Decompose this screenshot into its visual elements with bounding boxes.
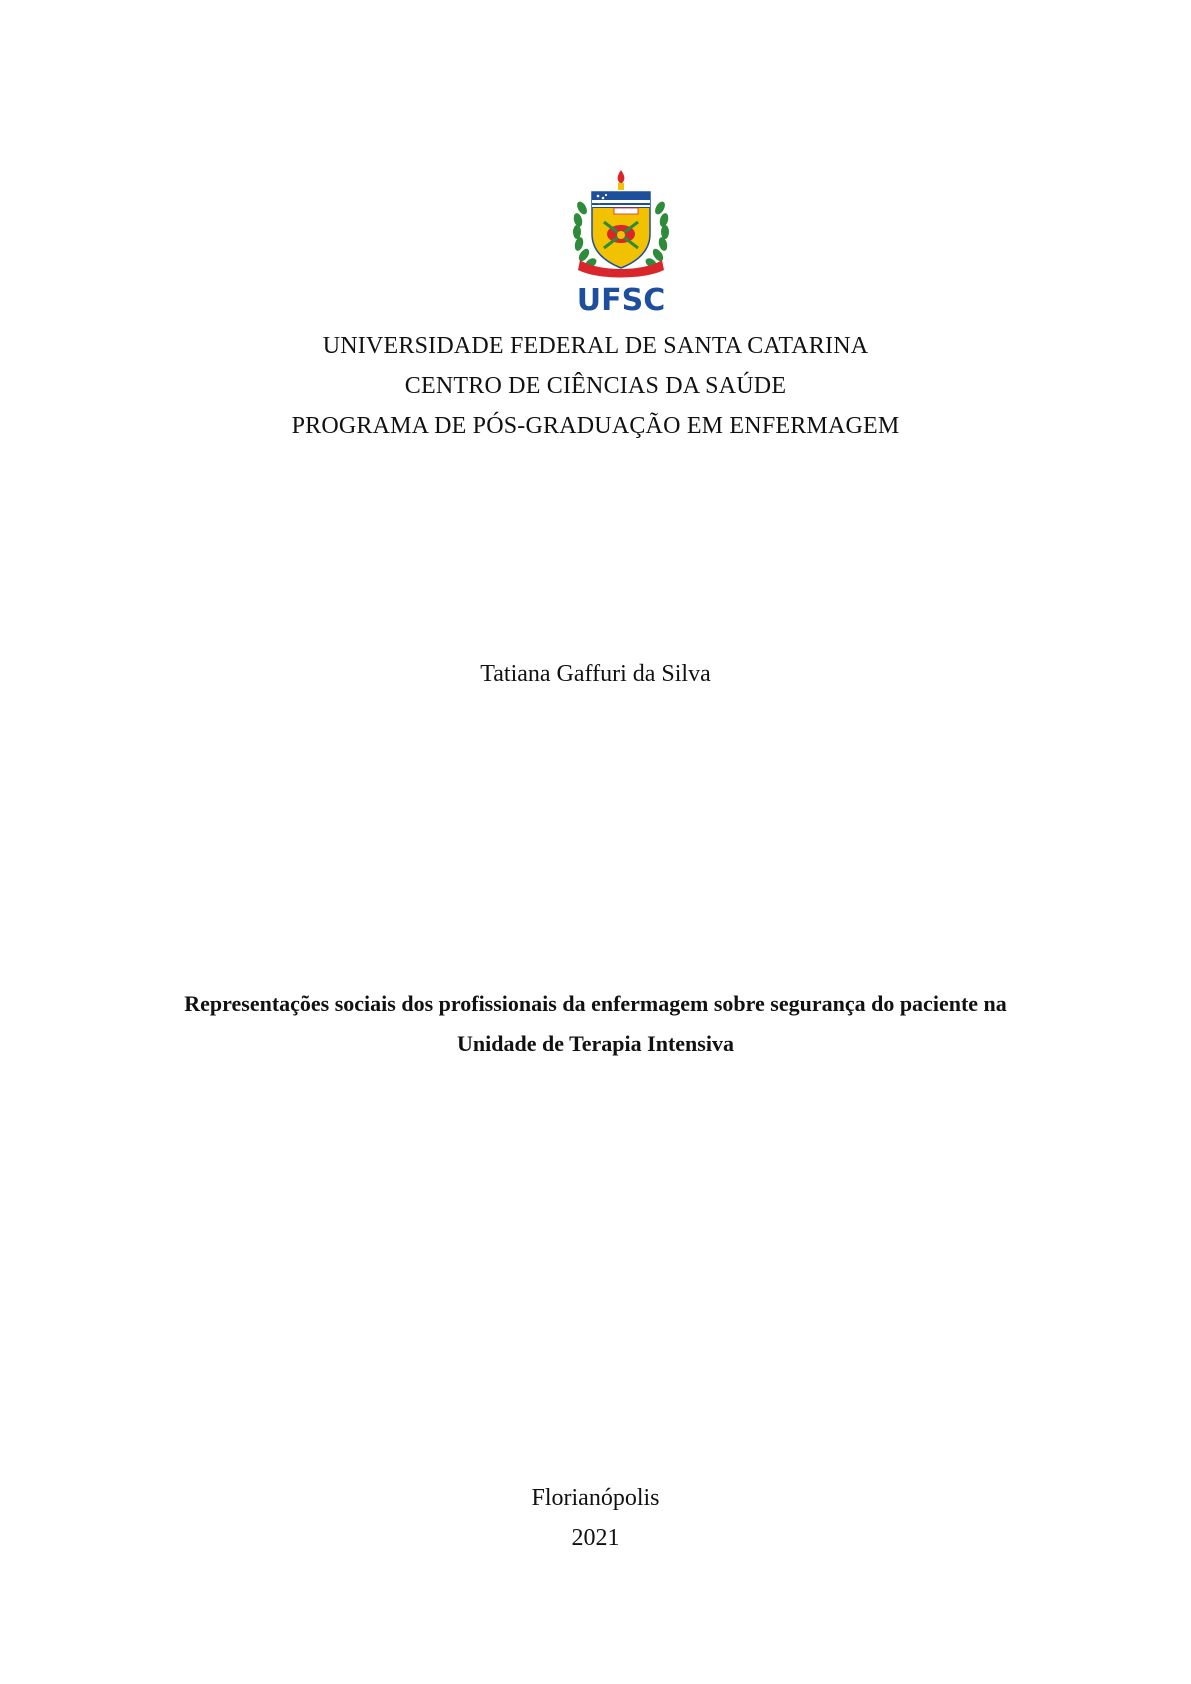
- author-name: Tatiana Gaffuri da Silva: [480, 661, 711, 687]
- year: 2021: [571, 1525, 620, 1551]
- center-name: CENTRO DE CIÊNCIAS DA SAÚDE: [404, 373, 787, 399]
- institution-block: [0, 326, 1191, 446]
- ufsc-crest-logo: [568, 168, 674, 316]
- place-and-year: [0, 1478, 1191, 1558]
- title-line-1: Representações sociais dos profissionais da enfermagem sobre segurança do paciente na: [184, 991, 1007, 1016]
- city: Florianópolis: [531, 1485, 660, 1511]
- ufsc-wordmark: UFSC: [576, 283, 666, 316]
- program-name: PROGRAMA DE PÓS-GRADUAÇÃO EM ENFERMAGEM: [291, 413, 900, 439]
- document-title: [0, 984, 1191, 1064]
- university-name: UNIVERSIDADE FEDERAL DE SANTA CATARINA: [322, 333, 869, 359]
- title-line-2: Unidade de Terapia Intensiva: [457, 1031, 734, 1056]
- ufsc-crest-icon: [568, 168, 674, 316]
